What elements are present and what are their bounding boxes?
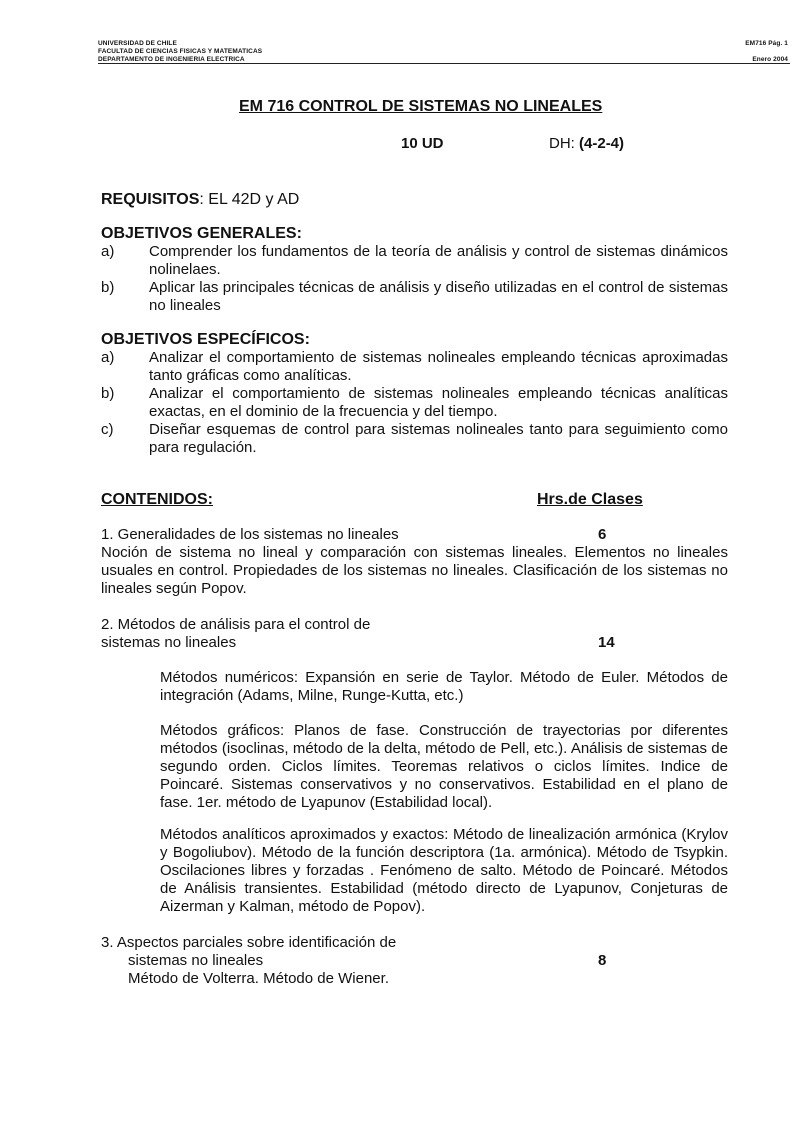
header-faculty: FACULTAD DE CIENCIAS FISICAS Y MATEMATICAS xyxy=(98,48,263,55)
course-dh xyxy=(549,135,624,153)
unit1-hours: 6 xyxy=(598,526,607,543)
item-text: Analizar el comportamiento de sistemas nolineales empleando técnicas aproximadas tanto gráficas como analíticas. xyxy=(149,349,728,384)
objetivos-especificos-heading: OBJETIVOS ESPECÍFICOS: xyxy=(101,331,310,348)
dh-label: DH: xyxy=(549,135,575,152)
objetivo-especifico-item xyxy=(101,421,728,457)
requisitos-label: REQUISITOS xyxy=(101,191,200,208)
item-label: c) xyxy=(101,421,114,438)
unit3-body: Método de Volterra. Método de Wiener. xyxy=(128,970,389,987)
unit1-title: 1. Generalidades de los sistemas no lineales xyxy=(101,526,399,543)
unit2-title-line1: 2. Métodos de análisis para el control de xyxy=(101,616,371,633)
objetivo-especifico-item xyxy=(101,385,728,421)
unit2-paragraph: Métodos analíticos aproximados y exactos: Método de linealización armónica (Krylov y Bogoliubov). Método de la función descriptora (1a. armónica). Método de Tsypkin. Oscilaciones libres y forzadas . Fenómeno de salto. Método de Poincaré. Métodos de Análisis transientes. Estabilidad (método directo de Lyapunov, Conjeturas de Aizerman y Kalman, método de Popov). xyxy=(160,826,728,915)
item-label: a) xyxy=(101,243,115,260)
item-text: Comprender los fundamentos de la teoría de análisis y control de sistemas dinámicos nolinelaes. xyxy=(149,243,728,278)
item-text: Analizar el comportamiento de sistemas nolineales empleando técnicas analíticas exactas, en el dominio de la frecuencia y del tiempo. xyxy=(149,385,728,420)
course-units: 10 UD xyxy=(401,135,444,152)
objetivo-general-item xyxy=(101,243,728,279)
header-date: Enero 2004 xyxy=(752,56,788,63)
requisitos xyxy=(101,190,299,209)
item-text: Aplicar las principales técnicas de análisis y diseño utilizadas en el control de sistemas no lineales xyxy=(149,279,728,314)
header-page: EM716 Pág. 1 xyxy=(745,40,788,47)
header-rule xyxy=(98,63,790,64)
unit2-hours: 14 xyxy=(598,634,615,651)
dh-value: (4-2-4) xyxy=(579,135,625,152)
unit2-title-line2: sistemas no lineales xyxy=(101,634,237,651)
item-text: Diseñar esquemas de control para sistemas nolineales tanto para seguimiento como para regulación. xyxy=(149,421,728,456)
header-department: DEPARTAMENTO DE INGENIERIA ELECTRICA xyxy=(98,56,245,63)
unit3-title-line2: sistemas no lineales xyxy=(128,952,264,969)
objetivos-generales-heading: OBJETIVOS GENERALES: xyxy=(101,225,302,242)
unit3-hours: 8 xyxy=(598,952,607,969)
unit1-body: Noción de sistema no lineal y comparación con sistemas lineales. Elementos no lineales usuales en control. Propiedades de los sistemas no lineales. Clasificación de los sistemas no lineales según Popov. xyxy=(101,544,728,597)
objetivo-general-item xyxy=(101,279,728,315)
hours-heading: Hrs.de Clases xyxy=(537,491,643,508)
requisitos-value: : EL 42D y AD xyxy=(199,191,300,208)
item-label: b) xyxy=(101,385,115,402)
unit2-paragraph: Métodos numéricos: Expansión en serie de Taylor. Método de Euler. Métodos de integración (Adams, Milne, Runge-Kutta, etc.) xyxy=(160,669,728,704)
course-title: EM 716 CONTROL DE SISTEMAS NO LINEALES xyxy=(239,98,603,115)
objetivo-especifico-item xyxy=(101,349,728,385)
unit3-title-line1: 3. Aspectos parciales sobre identificación de xyxy=(101,934,397,951)
item-label: a) xyxy=(101,349,115,366)
contenidos-heading: CONTENIDOS: xyxy=(101,491,213,508)
item-label: b) xyxy=(101,279,115,296)
header-university: UNIVERSIDAD DE CHILE xyxy=(98,40,177,47)
unit2-paragraph: Métodos gráficos: Planos de fase. Construcción de trayectorias por diferentes métodos (isoclinas, método de la delta, método de Pell, etc.). Análisis de sistemas de segundo orden. Ciclos límites. Teoremas relativos o ciclos límites. Indice de Poincaré. Sistemas conservativos y no conservativos. Estabilidad en el plano de fase. 1er. método de Lyapunov (Estabilidad local). xyxy=(160,722,728,811)
